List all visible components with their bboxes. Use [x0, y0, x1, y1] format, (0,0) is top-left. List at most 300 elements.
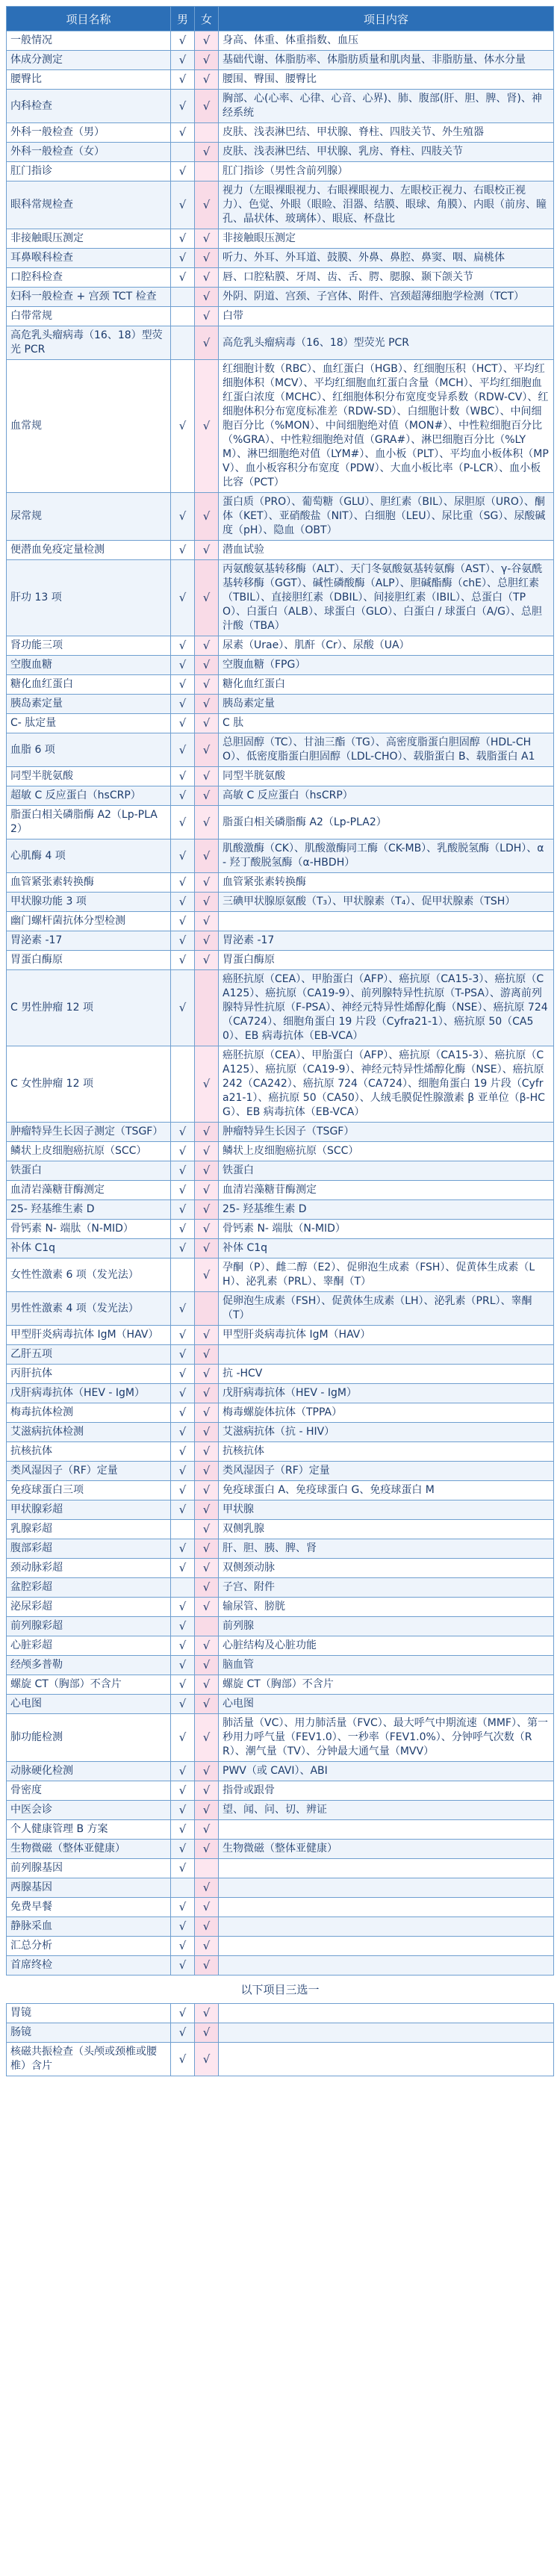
- item-content: 皮肤、浅表淋巴结、甲状腺、脊柱、四肢关节、外生殖器: [219, 123, 554, 143]
- table-row: [7, 560, 554, 636]
- male-check: √: [171, 1675, 195, 1695]
- item-name: 眼科常规检查: [7, 181, 171, 229]
- male-check: √: [171, 1956, 195, 1976]
- female-check: √: [195, 733, 219, 767]
- female-check: √: [195, 249, 219, 268]
- female-check: [195, 1292, 219, 1326]
- male-check: √: [171, 560, 195, 636]
- male-check: √: [171, 31, 195, 51]
- male-check: √: [171, 249, 195, 268]
- item-name: 动脉硬化检测: [7, 1762, 171, 1781]
- female-check: √: [195, 229, 219, 249]
- female-check: √: [195, 1898, 219, 1917]
- female-check: √: [195, 31, 219, 51]
- male-check: [171, 1520, 195, 1539]
- item-name: 便潜血免疫定量检测: [7, 541, 171, 560]
- table-row: [7, 541, 554, 560]
- item-content: 尿素（Urae）、肌酐（Cr）、尿酸（UA）: [219, 636, 554, 656]
- item-name: 腹部彩超: [7, 1539, 171, 1559]
- table-row: [7, 326, 554, 360]
- male-check: √: [171, 1762, 195, 1781]
- item-content: 白带: [219, 307, 554, 326]
- female-check: √: [195, 636, 219, 656]
- female-check: √: [195, 1656, 219, 1675]
- item-content: [219, 2043, 554, 2076]
- table-row: [7, 1423, 554, 1442]
- table-row: [7, 1539, 554, 1559]
- table-row: [7, 1403, 554, 1423]
- item-content: 基础代谢、体脂肪率、体脂肪质量和肌肉量、非脂肪量、体水分量: [219, 51, 554, 70]
- item-name: 肺功能检测: [7, 1714, 171, 1762]
- item-name: 梅毒抗体检测: [7, 1403, 171, 1423]
- item-content: 胰岛素定量: [219, 695, 554, 714]
- male-check: √: [171, 1200, 195, 1220]
- table-row: [7, 1878, 554, 1898]
- female-check: √: [195, 695, 219, 714]
- item-name: 甲状腺彩超: [7, 1500, 171, 1520]
- female-check: √: [195, 1578, 219, 1598]
- item-name: 泌尿彩超: [7, 1598, 171, 1617]
- female-check: √: [195, 1481, 219, 1500]
- header-female: 女: [195, 7, 219, 31]
- female-check: √: [195, 1326, 219, 1345]
- female-check: [195, 162, 219, 181]
- item-content: 脂蛋白相关磷脂酶 A2（Lp-PLA2）: [219, 806, 554, 839]
- male-check: √: [171, 1442, 195, 1462]
- female-check: √: [195, 326, 219, 360]
- male-check: √: [171, 1820, 195, 1840]
- item-content: 癌胚抗原（CEA）、甲胎蛋白（AFP）、癌抗原（CA15-3）、癌抗原（CA125）、癌抗原（CA19-9）、前列腺特异性抗原（T-PSA）、游离前列腺特异性抗原（F-PSA）、神经元特异性烯醇化酶（NSE）、癌抗原 724（CA724）、细胞角蛋白 19 片段（Cyfra21-1）、癌抗原 50（CA50）、EB 病毒抗体（EB-VCA）: [219, 970, 554, 1046]
- table-row: [7, 181, 554, 229]
- item-content: 双侧乳腺: [219, 1520, 554, 1539]
- female-check: √: [195, 1675, 219, 1695]
- table-row: [7, 162, 554, 181]
- male-check: [171, 307, 195, 326]
- item-content: 25- 羟基维生素 D: [219, 1200, 554, 1220]
- male-check: √: [171, 767, 195, 786]
- female-check: √: [195, 2023, 219, 2043]
- item-content: 脑血管: [219, 1656, 554, 1675]
- table-row: [7, 1937, 554, 1956]
- item-content: [219, 1859, 554, 1878]
- item-name: 骨密度: [7, 1781, 171, 1801]
- table-row: [7, 931, 554, 951]
- item-content: 免疫球蛋白 A、免疫球蛋白 G、免疫球蛋白 M: [219, 1481, 554, 1500]
- item-name: 外科一般检查（女）: [7, 143, 171, 162]
- table-row: [7, 839, 554, 873]
- female-check: √: [195, 1801, 219, 1820]
- item-name: 生物微磁（整体亚健康）: [7, 1840, 171, 1859]
- item-name: 肾功能三项: [7, 636, 171, 656]
- female-check: √: [195, 1695, 219, 1714]
- female-check: √: [195, 1142, 219, 1161]
- male-check: [171, 1878, 195, 1898]
- female-check: √: [195, 560, 219, 636]
- item-name: 中医会诊: [7, 1801, 171, 1820]
- header-male: 男: [171, 7, 195, 31]
- item-name: C 女性肿瘤 12 项: [7, 1046, 171, 1123]
- male-check: [171, 288, 195, 307]
- female-check: √: [195, 1539, 219, 1559]
- female-check: √: [195, 767, 219, 786]
- male-check: √: [171, 1326, 195, 1345]
- item-name: 白带常规: [7, 307, 171, 326]
- female-check: √: [195, 1937, 219, 1956]
- item-content: 皮肤、浅表淋巴结、甲状腺、乳房、脊柱、四肢关节: [219, 143, 554, 162]
- item-name: 女性性激素 6 项（发光法）: [7, 1258, 171, 1292]
- male-check: [171, 326, 195, 360]
- item-name: 肿瘤特异生长因子测定（TSGF）: [7, 1123, 171, 1142]
- male-check: √: [171, 1617, 195, 1636]
- table-row: [7, 1956, 554, 1976]
- item-content: [219, 1820, 554, 1840]
- table-row: [7, 951, 554, 970]
- table-row: [7, 1181, 554, 1200]
- item-name: 补体 C1q: [7, 1239, 171, 1258]
- item-content: 红细胞计数（RBC）、血红蛋白（HGB）、红细胞压积（HCT）、平均红细胞体积（MCV）、平均红细胞血红蛋白含量（MCH）、平均红细胞血红蛋白浓度（MCHC）、红细胞体积分布宽度变异系数（RDW-CV）、红细胞体积分布宽度标准差（RDW-SD）、白细胞计数（WBC）、中间细胞百分比（%MON）、中间细胞绝对值（MON#）、中性粒细胞百分比（%GRA）、中性粒细胞绝对值（GRA#）、淋巴细胞百分比（%LYM）、淋巴细胞绝对值（LYM#）、血小板（PLT）、平均血小板体积（MPV）、血小板容积分布宽度（PDW）、大血小板比率（P-LCR）、血小板比容（PCT）: [219, 360, 554, 493]
- table-row: [7, 1559, 554, 1578]
- table-row: [7, 695, 554, 714]
- item-name: 汇总分析: [7, 1937, 171, 1956]
- table-row: [7, 714, 554, 733]
- male-check: √: [171, 268, 195, 288]
- table-body: [7, 31, 554, 1976]
- female-check: √: [195, 1820, 219, 1840]
- table-row: [7, 1917, 554, 1937]
- female-check: √: [195, 656, 219, 675]
- item-name: 免疫球蛋白三项: [7, 1481, 171, 1500]
- female-check: √: [195, 1403, 219, 1423]
- table-row: [7, 2023, 554, 2043]
- male-check: √: [171, 1801, 195, 1820]
- male-check: √: [171, 1481, 195, 1500]
- item-content: [219, 1878, 554, 1898]
- male-check: √: [171, 1365, 195, 1384]
- male-check: √: [171, 1239, 195, 1258]
- male-check: √: [171, 636, 195, 656]
- table-row: [7, 1326, 554, 1345]
- female-check: √: [195, 931, 219, 951]
- table-row: [7, 970, 554, 1046]
- table-row: [7, 70, 554, 90]
- female-check: [195, 1617, 219, 1636]
- item-content: 高敏 C 反应蛋白（hsCRP）: [219, 786, 554, 806]
- item-name: 肛门指诊: [7, 162, 171, 181]
- item-name: 高危乳头瘤病毒（16、18）型荧光 PCR: [7, 326, 171, 360]
- male-check: √: [171, 2004, 195, 2023]
- female-check: √: [195, 1781, 219, 1801]
- female-check: √: [195, 1258, 219, 1292]
- item-content: 抗核抗体: [219, 1442, 554, 1462]
- male-check: √: [171, 1559, 195, 1578]
- table-row: [7, 360, 554, 493]
- item-name: 螺旋 CT（胸部）不含片: [7, 1675, 171, 1695]
- item-content: C 肽: [219, 714, 554, 733]
- item-name: 类风湿因子（RF）定量: [7, 1462, 171, 1481]
- table-row: [7, 31, 554, 51]
- item-name: 铁蛋白: [7, 1161, 171, 1181]
- female-check: [195, 970, 219, 1046]
- item-content: [219, 1937, 554, 1956]
- table-row: [7, 1200, 554, 1220]
- item-name: 口腔科检查: [7, 268, 171, 288]
- female-check: √: [195, 1239, 219, 1258]
- item-name: 骨钙素 N- 端肽（N-MID）: [7, 1220, 171, 1239]
- table-row: [7, 229, 554, 249]
- item-content: 血清岩藻糖苷酶测定: [219, 1181, 554, 1200]
- male-check: √: [171, 1656, 195, 1675]
- item-content: PWV（或 CAVI）、ABI: [219, 1762, 554, 1781]
- female-check: √: [195, 1384, 219, 1403]
- item-content: 生物微磁（整体亚健康）: [219, 1840, 554, 1859]
- female-check: √: [195, 675, 219, 695]
- table-row: [7, 1258, 554, 1292]
- header-item-name: 项目名称: [7, 7, 171, 31]
- item-content: 外阴、阴道、宫颈、子宫体、附件、宫颈超薄细胞学检测（TCT）: [219, 288, 554, 307]
- male-check: √: [171, 786, 195, 806]
- item-content: 促卵泡生成素（FSH）、促黄体生成素（LH）、泌乳素（PRL）、睾酮（T）: [219, 1292, 554, 1326]
- male-check: √: [171, 1142, 195, 1161]
- male-check: √: [171, 51, 195, 70]
- female-check: √: [195, 1636, 219, 1656]
- item-name: 耳鼻喉科检查: [7, 249, 171, 268]
- item-name: 妇科一般检查 + 宫颈 TCT 检查: [7, 288, 171, 307]
- table-row: [7, 1695, 554, 1714]
- male-check: √: [171, 1500, 195, 1520]
- male-check: √: [171, 1859, 195, 1878]
- female-check: √: [195, 2043, 219, 2076]
- table-row: [7, 1161, 554, 1181]
- table-row: [7, 912, 554, 931]
- table-row: [7, 143, 554, 162]
- item-content: 听力、外耳、外耳道、鼓膜、外鼻、鼻腔、鼻窦、咽、扁桃体: [219, 249, 554, 268]
- item-name: 艾滋病抗体检测: [7, 1423, 171, 1442]
- male-check: √: [171, 2043, 195, 2076]
- checkup-items-table: [6, 6, 554, 1976]
- item-name: C- 肽定量: [7, 714, 171, 733]
- table-row: [7, 786, 554, 806]
- male-check: √: [171, 229, 195, 249]
- female-check: √: [195, 51, 219, 70]
- female-check: [195, 1859, 219, 1878]
- item-name: 非接触眼压测定: [7, 229, 171, 249]
- table-row: [7, 90, 554, 123]
- optional-items-table: [6, 2003, 554, 2076]
- female-check: √: [195, 181, 219, 229]
- female-check: √: [195, 1423, 219, 1442]
- item-name: 免费早餐: [7, 1898, 171, 1917]
- item-name: 甲状腺功能 3 项: [7, 893, 171, 912]
- item-name: 血清岩藻糖苷酶测定: [7, 1181, 171, 1200]
- female-check: √: [195, 1220, 219, 1239]
- female-check: √: [195, 1200, 219, 1220]
- male-check: √: [171, 714, 195, 733]
- item-name: 前列腺基因: [7, 1859, 171, 1878]
- female-check: √: [195, 806, 219, 839]
- male-check: √: [171, 1937, 195, 1956]
- male-check: √: [171, 695, 195, 714]
- table-row: [7, 1859, 554, 1878]
- item-content: 抗 -HCV: [219, 1365, 554, 1384]
- item-content: 甲型肝炎病毒抗体 IgM（HAV）: [219, 1326, 554, 1345]
- female-check: √: [195, 1442, 219, 1462]
- table-row: [7, 1442, 554, 1462]
- item-name: 甲型肝炎病毒抗体 IgM（HAV）: [7, 1326, 171, 1345]
- item-name: 胃蛋白酶原: [7, 951, 171, 970]
- female-check: √: [195, 360, 219, 493]
- item-name: 腰臀比: [7, 70, 171, 90]
- item-name: 肠镜: [7, 2023, 171, 2043]
- item-name: 25- 羟基维生素 D: [7, 1200, 171, 1220]
- table-row: [7, 1578, 554, 1598]
- male-check: √: [171, 1345, 195, 1365]
- item-name: 心电图: [7, 1695, 171, 1714]
- male-check: √: [171, 360, 195, 493]
- male-check: √: [171, 1539, 195, 1559]
- female-check: √: [195, 893, 219, 912]
- item-name: 糖化血红蛋白: [7, 675, 171, 695]
- table-row: [7, 1898, 554, 1917]
- female-check: √: [195, 288, 219, 307]
- table-row: [7, 1617, 554, 1636]
- item-content: 肿瘤特异生长因子（TSGF）: [219, 1123, 554, 1142]
- male-check: √: [171, 1423, 195, 1442]
- table-row: [7, 2004, 554, 2023]
- item-content: 身高、体重、体重指数、血压: [219, 31, 554, 51]
- optional-table-body: [7, 2004, 554, 2076]
- male-check: [171, 1578, 195, 1598]
- female-check: √: [195, 912, 219, 931]
- table-row: [7, 1656, 554, 1675]
- table-header-row: [7, 7, 554, 31]
- item-name: 戊肝病毒抗体（HEV - IgM）: [7, 1384, 171, 1403]
- female-check: √: [195, 1181, 219, 1200]
- item-name: 胰岛素定量: [7, 695, 171, 714]
- female-check: √: [195, 70, 219, 90]
- item-name: 颈动脉彩超: [7, 1559, 171, 1578]
- table-row: [7, 1239, 554, 1258]
- female-check: √: [195, 1878, 219, 1898]
- male-check: √: [171, 181, 195, 229]
- item-content: 鳞状上皮细胞癌抗原（SCC）: [219, 1142, 554, 1161]
- item-name: C 男性肿瘤 12 项: [7, 970, 171, 1046]
- item-content: 甲状腺: [219, 1500, 554, 1520]
- item-name: 两腺基因: [7, 1878, 171, 1898]
- item-content: 戊肝病毒抗体（HEV - IgM）: [219, 1384, 554, 1403]
- male-check: √: [171, 123, 195, 143]
- item-content: 腰围、臀围、腰臀比: [219, 70, 554, 90]
- female-check: √: [195, 1462, 219, 1481]
- item-name: 血脂 6 项: [7, 733, 171, 767]
- item-content: 类风湿因子（RF）定量: [219, 1462, 554, 1481]
- table-row: [7, 51, 554, 70]
- item-name: 核磁共振检查（头颅或颈椎或腰椎）含片: [7, 2043, 171, 2076]
- item-content: 铁蛋白: [219, 1161, 554, 1181]
- female-check: √: [195, 1046, 219, 1123]
- item-content: 肛门指诊（男性含前列腺）: [219, 162, 554, 181]
- item-content: 艾滋病抗体（抗 - HIV）: [219, 1423, 554, 1442]
- item-content: 孕酮（P）、雌二醇（E2）、促卵泡生成素（FSH）、促黄体生成素（LH）、泌乳素（PRL）、睾酮（T）: [219, 1258, 554, 1292]
- table-row: [7, 1781, 554, 1801]
- item-content: [219, 1898, 554, 1917]
- male-check: √: [171, 493, 195, 541]
- item-content: 心脏结构及心脏功能: [219, 1636, 554, 1656]
- item-content: 螺旋 CT（胸部）不含片: [219, 1675, 554, 1695]
- item-content: [219, 2023, 554, 2043]
- item-content: 肝、胆、胰、脾、肾: [219, 1539, 554, 1559]
- item-content: 补体 C1q: [219, 1239, 554, 1258]
- male-check: √: [171, 1403, 195, 1423]
- table-row: [7, 1462, 554, 1481]
- female-check: √: [195, 1598, 219, 1617]
- male-check: √: [171, 1695, 195, 1714]
- male-check: √: [171, 1462, 195, 1481]
- male-check: √: [171, 1292, 195, 1326]
- female-check: √: [195, 1365, 219, 1384]
- male-check: √: [171, 873, 195, 893]
- item-content: 梅毒螺旋体抗体（TPPA）: [219, 1403, 554, 1423]
- male-check: √: [171, 2023, 195, 2043]
- item-content: 血管紧张素转换酶: [219, 873, 554, 893]
- item-name: 外科一般检查（男）: [7, 123, 171, 143]
- item-content: 非接触眼压测定: [219, 229, 554, 249]
- male-check: √: [171, 1781, 195, 1801]
- item-name: 心肌酶 4 项: [7, 839, 171, 873]
- table-row: [7, 767, 554, 786]
- checkup-table-container: [6, 6, 554, 2076]
- item-content: 胸部、心(心率、心律、心音、心界)、肺、腹部(肝、胆、脾、肾)、神经系统: [219, 90, 554, 123]
- item-name: 个人健康管理 B 方案: [7, 1820, 171, 1840]
- male-check: √: [171, 1898, 195, 1917]
- male-check: √: [171, 1384, 195, 1403]
- female-check: √: [195, 1840, 219, 1859]
- item-content: [219, 2004, 554, 2023]
- female-check: √: [195, 90, 219, 123]
- male-check: √: [171, 90, 195, 123]
- item-content: 指骨或跟骨: [219, 1781, 554, 1801]
- male-check: √: [171, 1714, 195, 1762]
- male-check: √: [171, 656, 195, 675]
- table-row: [7, 1123, 554, 1142]
- male-check: √: [171, 912, 195, 931]
- item-content: 双侧颈动脉: [219, 1559, 554, 1578]
- table-row: [7, 123, 554, 143]
- table-row: [7, 1520, 554, 1539]
- table-row: [7, 1840, 554, 1859]
- item-content: 蛋白质（PRO）、葡萄糖（GLU）、胆红素（BIL）、尿胆原（URO）、酮体（KET）、亚硝酸盐（NIT）、白细胞（LEU）、尿比重（SG）、尿酸碱度（pH）、隐血（OBT）: [219, 493, 554, 541]
- item-content: 同型半胱氨酸: [219, 767, 554, 786]
- item-name: 静脉采血: [7, 1917, 171, 1937]
- table-row: [7, 1365, 554, 1384]
- female-check: √: [195, 786, 219, 806]
- male-check: √: [171, 70, 195, 90]
- table-row: [7, 1636, 554, 1656]
- female-check: [195, 123, 219, 143]
- female-check: √: [195, 541, 219, 560]
- item-name: 男性性激素 4 项（发光法）: [7, 1292, 171, 1326]
- female-check: √: [195, 714, 219, 733]
- item-name: 乳腺彩超: [7, 1520, 171, 1539]
- table-row: [7, 1762, 554, 1781]
- item-name: 空腹血糖: [7, 656, 171, 675]
- item-name: 抗核抗体: [7, 1442, 171, 1462]
- item-name: 超敏 C 反应蛋白（hsCRP）: [7, 786, 171, 806]
- item-content: 胃泌素 -17: [219, 931, 554, 951]
- table-row: [7, 307, 554, 326]
- table-row: [7, 893, 554, 912]
- female-check: √: [195, 951, 219, 970]
- male-check: √: [171, 931, 195, 951]
